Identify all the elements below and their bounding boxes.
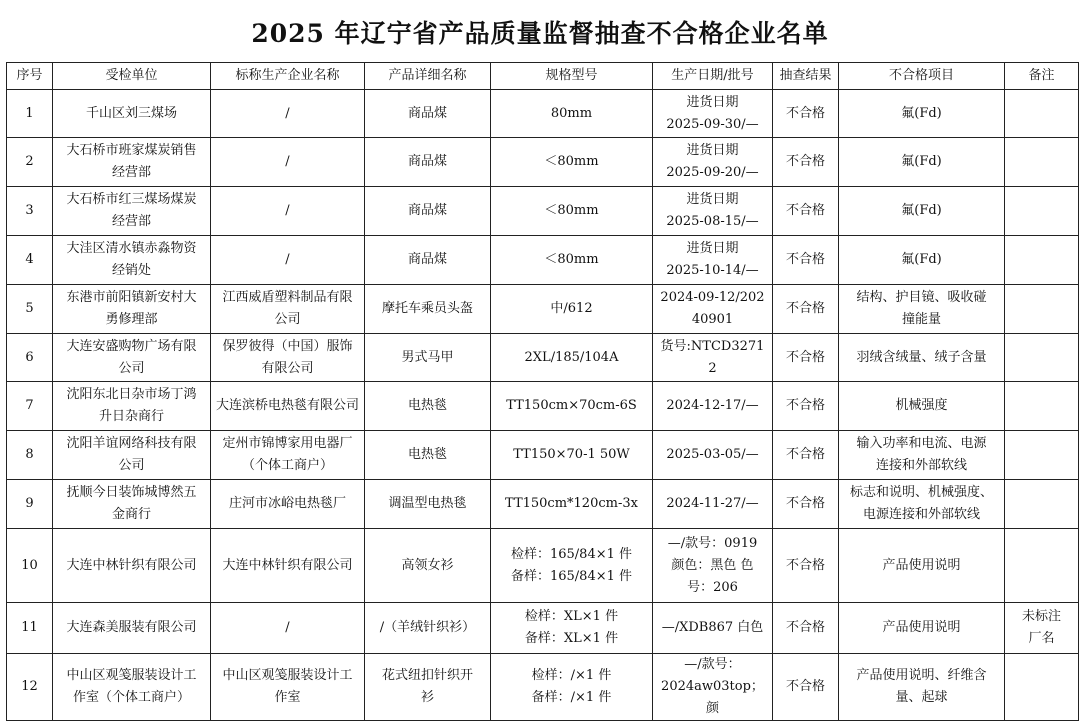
- cell-no: 2: [7, 138, 53, 187]
- cell-no: 4: [7, 236, 53, 285]
- cell-date: 进货日期 2025-08-15/—: [653, 187, 773, 236]
- cell-note: 未标注 厂名: [1005, 603, 1079, 654]
- table-row: [7, 529, 1079, 603]
- cell-no: 6: [7, 334, 53, 382]
- table-row: [7, 138, 1079, 187]
- cell-unit: 东港市前阳镇新安村大 勇修理部: [53, 285, 211, 334]
- cell-unit: 中山区观笺服装设计工 作室（个体工商户）: [53, 654, 211, 721]
- cell-item: 结构、护目镜、吸收碰 撞能量: [839, 285, 1005, 334]
- cell-maker: /: [211, 236, 365, 285]
- table-row: [7, 480, 1079, 529]
- cell-spec: 中/612: [491, 285, 653, 334]
- cell-result: 不合格: [773, 187, 839, 236]
- cell-date: 2025-03-05/—: [653, 431, 773, 480]
- table-row: [7, 431, 1079, 480]
- cell-maker: 中山区观笺服装设计工 作室: [211, 654, 365, 721]
- cell-product: 商品煤: [365, 187, 491, 236]
- cell-spec: ＜80mm: [491, 187, 653, 236]
- cell-result: 不合格: [773, 138, 839, 187]
- cell-unit: 大石桥市班家煤炭销售 经营部: [53, 138, 211, 187]
- cell-product: 商品煤: [365, 138, 491, 187]
- cell-maker: /: [211, 603, 365, 654]
- cell-item: 机械强度: [839, 382, 1005, 431]
- cell-maker: /: [211, 138, 365, 187]
- cell-spec: TT150cm×70cm-6S: [491, 382, 653, 431]
- table-row: [7, 654, 1079, 721]
- cell-date: 2024-11-27/—: [653, 480, 773, 529]
- header-note: 备注: [1005, 63, 1079, 90]
- cell-maker: 大连滨桥电热毯有限公司: [211, 382, 365, 431]
- cell-no: 12: [7, 654, 53, 721]
- cell-unit: 大连安盛购物广场有限 公司: [53, 334, 211, 382]
- cell-no: 7: [7, 382, 53, 431]
- cell-spec: ＜80mm: [491, 138, 653, 187]
- table-row: [7, 382, 1079, 431]
- cell-unit: 大连中林针织有限公司: [53, 529, 211, 603]
- cell-spec: ＜80mm: [491, 236, 653, 285]
- cell-date: —/款号：0919 颜色：黑色 色 号：206: [653, 529, 773, 603]
- cell-spec: TT150cm*120cm-3x: [491, 480, 653, 529]
- cell-item: 产品使用说明: [839, 603, 1005, 654]
- header-result: 抽查结果: [773, 63, 839, 90]
- table-row: [7, 334, 1079, 382]
- cell-product: 摩托车乘员头盔: [365, 285, 491, 334]
- cell-product: 商品煤: [365, 236, 491, 285]
- cell-maker: 江西威盾塑料制品有限 公司: [211, 285, 365, 334]
- cell-note: [1005, 529, 1079, 603]
- cell-product: 电热毯: [365, 431, 491, 480]
- cell-no: 10: [7, 529, 53, 603]
- cell-maker: 庄河市冰峪电热毯厂: [211, 480, 365, 529]
- cell-unit: 沈阳东北日杂市场丁鸿 升日杂商行: [53, 382, 211, 431]
- cell-result: 不合格: [773, 90, 839, 138]
- cell-note: [1005, 334, 1079, 382]
- cell-no: 8: [7, 431, 53, 480]
- cell-unit: 大洼区清水镇赤淼物资 经销处: [53, 236, 211, 285]
- cell-maker: 大连中林针织有限公司: [211, 529, 365, 603]
- cell-item: 输入功率和电流、电源 连接和外部软线: [839, 431, 1005, 480]
- cell-note: [1005, 431, 1079, 480]
- cell-result: 不合格: [773, 285, 839, 334]
- cell-note: [1005, 382, 1079, 431]
- cell-unit: 大连森美服装有限公司: [53, 603, 211, 654]
- cell-spec: 检样：XL×1 件 备样：XL×1 件: [491, 603, 653, 654]
- cell-no: 11: [7, 603, 53, 654]
- table-row: [7, 187, 1079, 236]
- cell-spec: TT150×70-1 50W: [491, 431, 653, 480]
- cell-unit: 沈阳羊谊网络科技有限 公司: [53, 431, 211, 480]
- header-product: 产品详细名称: [365, 63, 491, 90]
- cell-date: 货号:NTCD32712: [653, 334, 773, 382]
- cell-date: —/款号： 2024aw03top；颜: [653, 654, 773, 721]
- header-date: 生产日期/批号: [653, 63, 773, 90]
- cell-unit: 抚顺今日装饰城博然五 金商行: [53, 480, 211, 529]
- cell-item: 产品使用说明、纤维含 量、起球: [839, 654, 1005, 721]
- cell-note: [1005, 187, 1079, 236]
- cell-date: 进货日期 2025-09-30/—: [653, 90, 773, 138]
- cell-result: 不合格: [773, 334, 839, 382]
- table-row: [7, 603, 1079, 654]
- table-row: [7, 90, 1079, 138]
- cell-maker: /: [211, 90, 365, 138]
- header-no: 序号: [7, 63, 53, 90]
- cell-note: [1005, 654, 1079, 721]
- cell-note: [1005, 90, 1079, 138]
- page-title: 2025 年辽宁省产品质量监督抽查不合格企业名单: [251, 19, 829, 48]
- cell-product: 高领女衫: [365, 529, 491, 603]
- cell-date: 进货日期 2025-10-14/—: [653, 236, 773, 285]
- cell-result: 不合格: [773, 529, 839, 603]
- cell-spec: 检样：165/84×1 件 备样：165/84×1 件: [491, 529, 653, 603]
- cell-result: 不合格: [773, 603, 839, 654]
- header-spec: 规格型号: [491, 63, 653, 90]
- cell-product: 调温型电热毯: [365, 480, 491, 529]
- cell-item: 羽绒含绒量、绒子含量: [839, 334, 1005, 382]
- cell-no: 1: [7, 90, 53, 138]
- cell-no: 5: [7, 285, 53, 334]
- cell-item: 产品使用说明: [839, 529, 1005, 603]
- cell-date: 2024-09-12/202 40901: [653, 285, 773, 334]
- header-maker: 标称生产企业名称: [211, 63, 365, 90]
- cell-maker: /: [211, 187, 365, 236]
- cell-no: 3: [7, 187, 53, 236]
- cell-product: /（羊绒针织衫）: [365, 603, 491, 654]
- table-header-row: [7, 63, 1079, 90]
- table-row: [7, 285, 1079, 334]
- header-item: 不合格项目: [839, 63, 1005, 90]
- cell-item: 氟(Fd): [839, 90, 1005, 138]
- cell-item: 氟(Fd): [839, 236, 1005, 285]
- header-unit: 受检单位: [53, 63, 211, 90]
- cell-product: 花式纽扣针织开 衫: [365, 654, 491, 721]
- cell-spec: 2XL/185/104A: [491, 334, 653, 382]
- cell-result: 不合格: [773, 236, 839, 285]
- cell-date: —/XDB867 白色: [653, 603, 773, 654]
- cell-item: 氟(Fd): [839, 187, 1005, 236]
- cell-no: 9: [7, 480, 53, 529]
- cell-note: [1005, 480, 1079, 529]
- cell-maker: 保罗彼得（中国）服饰 有限公司: [211, 334, 365, 382]
- table-row: [7, 236, 1079, 285]
- cell-product: 男式马甲: [365, 334, 491, 382]
- cell-date: 进货日期 2025-09-20/—: [653, 138, 773, 187]
- cell-product: 电热毯: [365, 382, 491, 431]
- cell-unit: 大石桥市红三煤场煤炭 经营部: [53, 187, 211, 236]
- cell-note: [1005, 138, 1079, 187]
- cell-maker: 定州市锦博家用电器厂 （个体工商户）: [211, 431, 365, 480]
- nonconforming-enterprise-table: [6, 62, 1079, 721]
- cell-date: 2024-12-17/—: [653, 382, 773, 431]
- cell-spec: 80mm: [491, 90, 653, 138]
- cell-result: 不合格: [773, 382, 839, 431]
- cell-spec: 检样：/×1 件 备样：/×1 件: [491, 654, 653, 721]
- cell-note: [1005, 236, 1079, 285]
- cell-result: 不合格: [773, 431, 839, 480]
- cell-note: [1005, 285, 1079, 334]
- cell-result: 不合格: [773, 480, 839, 529]
- cell-item: 氟(Fd): [839, 138, 1005, 187]
- cell-unit: 千山区刘三煤场: [53, 90, 211, 138]
- cell-result: 不合格: [773, 654, 839, 721]
- cell-item: 标志和说明、机械强度、 电源连接和外部软线: [839, 480, 1005, 529]
- cell-product: 商品煤: [365, 90, 491, 138]
